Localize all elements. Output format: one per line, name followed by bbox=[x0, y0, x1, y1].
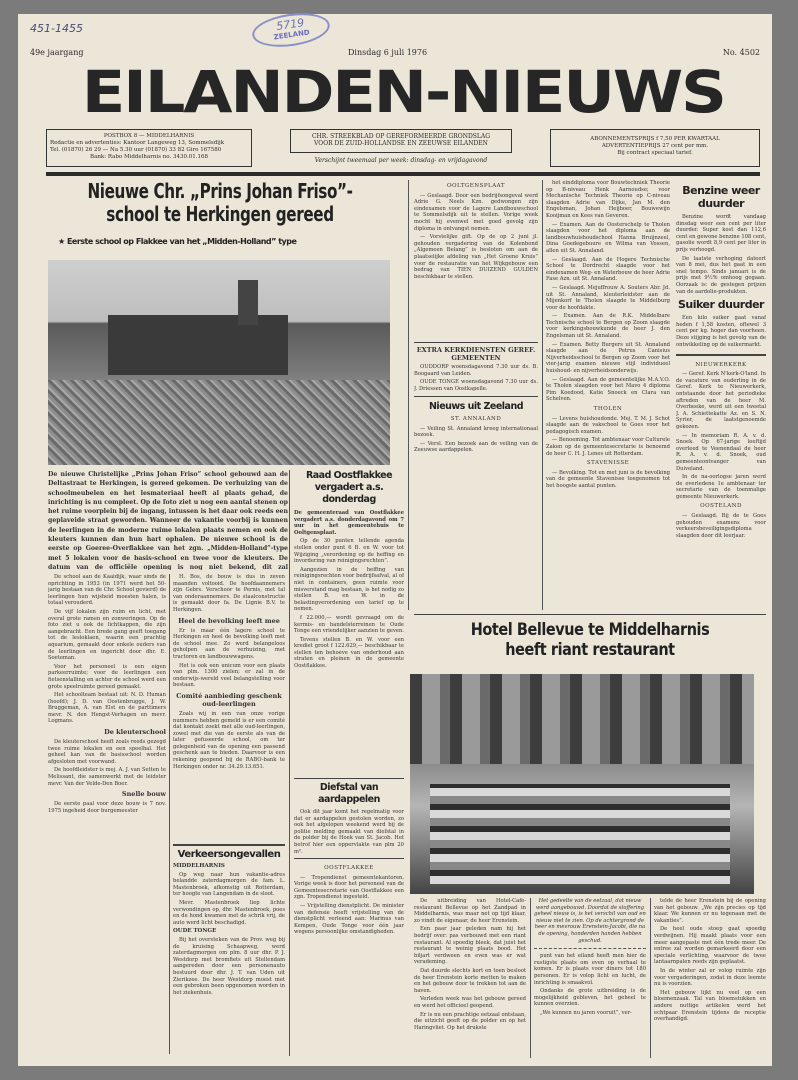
photo-caption: Het gedeelte van de eetzaal, dat nieuw werd aangebouwd. Doordat de stoffering geheel nieuw is, is het verschil van oud en nieuw niet te zien. Op de achtergrond de heer en mevrouw Erenstein-Jacobi, die na de opening, honderden handen hebben geschud. bbox=[534, 898, 646, 944]
paragraph: De hoofdleidster is mej. A. J. van Setten te Melissant, die samenwerkt met de leidster mevr. Van der Velde-Den Boer. bbox=[48, 767, 166, 787]
lead-column-1 bbox=[48, 574, 166, 1058]
column-divider bbox=[542, 180, 543, 610]
lead-headline-line: school te Herkingen gereed bbox=[106, 202, 334, 226]
column-divider bbox=[169, 574, 170, 1054]
paragraph: — Examen. Aan de Oosterschelp te Tholen slaagden voor het diploma aan de landbouwhuishoudschool Hanna Bruijnzeel, Dina Goedegebuure en Wilma van Vossen, allen uit St. Annaland. bbox=[546, 221, 670, 254]
paragraph: Voor het personeel is een eigen parkeerruimte; voor de leerlingen een fietsenstalling en achter de school werd een grote speelruimte gereed gemaakt. bbox=[48, 663, 166, 690]
hotel-column-1 bbox=[414, 898, 526, 1058]
paragraph: Benzine wordt vandaag dinsdag weer een cent per liter duurder. Super kost dan 112,6 cent en gewone benzine 108 cent, gasolie wordt 8,9 cent per liter in prijs verhoogd. bbox=[676, 214, 766, 253]
lead-caption: De nieuwe Christelijke „Prins Johan Friso” school gebouwd aan de Deltastraat te Herkingen, is gereed gekomen. De verhuizing van de schoolmeubelen en het lesmateriaal heeft al plaats gehad, de inrichting is nu compleet. Op de foto ziet u nog een aantal stenen op het ruime voorplein bij de ingang, intussen is het daar ook reeds een geplaveide straat geworden. Wanneer de vakantie voorbij is kunnen de leerlingen in de moderne ruime lokalen plaats nemen en ook de kleuters kunnen dan hun hart ophalen. De nieuwe school is de eerste op Goeree-Overflakkee van het zgn. „Midden-Holland”-type met 5 lokalen voor de basis-school en twee voor de kleuters. De datum van de officiële opening is nog niet bekend, dit zal bbox=[48, 471, 288, 570]
paragraph: — Veiling St. Annaland kreeg internationaal bezoek. bbox=[414, 425, 538, 439]
paragraph: De uitbreiding van Hotel-Café-restaurant Bellevue op het Zandpad in Middelharnis, was maar net op tijd klaar, zo vindt de eigenaar, de heer Erenstein. bbox=[414, 898, 526, 924]
handwritten-note: 451-1455 bbox=[30, 22, 83, 35]
archive-stamp bbox=[250, 9, 332, 52]
paragraph: In de winter zal er volop ruimte zijn voor vergaderingen, zodat in deze leemte nu is voorzien. bbox=[654, 967, 766, 988]
place-oostflakkee: OOSTFLAKKEE bbox=[324, 865, 374, 871]
subhead-comite: Comité aanbieding geschenk oud-leerlingen bbox=[176, 691, 282, 708]
paragraph: „We kunnen nu jaren vooruit”, ver- bbox=[540, 1009, 632, 1016]
paragraph: De vijf lokalen zijn ruim en licht, met overal grote ramen en zonweringen. Op de foto ziet u ook de lichtkappen, die zijn aangebracht. Een brede gang geeft toegang tot de lesloklaen, waarin een prachtig aquarium, gemaakt door enkele ouders van de leerlingen en ingericht door dhr. E. Soeteman. bbox=[48, 608, 166, 662]
paragraph: Het gebouw lijkt nu veel op een bloemenzaak. Tal van bloemstukken en andere nuttige artikelen werd het echtpaar Erenstein tijdens de receptie overhandigd. bbox=[654, 989, 766, 1023]
section-rule bbox=[414, 396, 538, 397]
issue-number: No. 4502 bbox=[722, 48, 760, 57]
place-oosteland: OOSTELAND bbox=[700, 503, 742, 510]
paragraph: Dat duurde slechts kort en toen besloot de heer Erenstein korte metten te maken en het gebouw door te trekken tot aan de haven. bbox=[414, 967, 526, 994]
paragraph: Op weg naar hun vakantie-adres belandde zaterdagmorgen de fam. L. Mastenbroek, afkomstig uit Rotterdam, ter hoogte van Langendam in de sloot. bbox=[173, 871, 285, 898]
paragraph: f 22.000,— wordt gevraagd om de kermis- en handelsterreinen te Oude Tonge een vriendelijker aanzien te geven. bbox=[294, 614, 404, 635]
subscription-box bbox=[550, 129, 760, 167]
place-oude-tonge: OUDE TONGE bbox=[173, 928, 217, 935]
sugar-headline: Suiker duurder bbox=[678, 298, 764, 312]
paragraph: — Geslaagd. Door een bedrijfsongeval werd Adrie G. Neels Kzn. gedwongen zijn eindexamen voor de Lagere Landbouwschool te Sommelsdijk uit te stellen. Vorige week mocht hij evenwel met goed gevolg zijn diploma in ontvangst nemen. bbox=[414, 192, 538, 232]
paragraph: — Vorstelijke gift. Op de op 2 juni jl. gehouden vergadering van de Kolenbond „Algemeen Belang” is besloten om aan de plaatselijke afdeling van „Het Groene Kruis” voor de restauratie van het Wijkgebouw een bedrag van TIEN DUIZEND GULDEN beschikbaar te stellen. bbox=[414, 234, 538, 280]
paragraph: — Geslaagd. Bij de te Goes gehouden examens voor verkeersbeveiligingsdiploma slaagden door dit leerjaar. bbox=[676, 513, 766, 539]
subscription-line: ABONNEMENTSPRIJS f 7,50 PER KWARTAAL bbox=[590, 136, 720, 142]
paragraph: Een kilo suiker gaat vanaf heden f 1,58 kosten, oftewel 3 cent per kg. hoger dan voorheen. Deze stijging is het gevolg van de ontwikkeling op de suikermarkt. bbox=[676, 315, 766, 348]
paragraph: — Bevolking. Tot en met juni is de bevolking van de gemeente Stavenisse toegenomen tot het hoogste aantal punten. bbox=[546, 469, 670, 489]
lead-subhead: ★ Eerste school op Flakkee van het „Midden-Holland” type bbox=[58, 237, 297, 246]
tagline-line: VOOR DE ZUID-HOLLANDSE EN ZEEUWSE EILANDEN bbox=[314, 140, 488, 147]
contact-box bbox=[46, 129, 252, 167]
subscription-line: ADVERTENTIEPRIJS 27 cent per mm. bbox=[601, 143, 709, 149]
contact-line: Tel. (01870) 26 29 — Na 5.30 uur (01870) 33 82 Giro 167580 bbox=[50, 147, 222, 153]
paragraph: Het is ook een unicum voor een plaats van plm. 1300 zielen; er zal in de onderwijs-wereld veel belangstelling voor bestaan. bbox=[173, 662, 285, 689]
tagline-line: CHR. STREEKBLAD OP GEREFORMEERDE GRONDSLAG bbox=[311, 133, 491, 140]
stamp-number: 5719 bbox=[275, 16, 306, 33]
place-st-annaland: ST. ANNALAND bbox=[450, 416, 502, 422]
paragraph: het einddiploma voor Bouwtechniek Theorie op B-niveau Henk Aarnoudse; voor Mechanische Techniek Theorie op C-niveau slaagden Adrie van Dijke, Jan M. den Engelsman, Johan Heijboer, Bouwewijn Kooijman en Kees van Geveren. bbox=[546, 180, 670, 219]
paragraph: Verleden week was het gebouw gereed en werd het officieel geopend. bbox=[414, 996, 526, 1009]
paragraph: Het schoolteam bestaat uit: N. D. Human (hoofd); J. D. van Oostenbrugge, J. W. Bruggeman, A. van Elst en de parttimers mevr. N. den Hengst-Verhagen en mevr. Logmans. bbox=[48, 692, 166, 725]
place-nieuwerkerk: NIEUWERKERK bbox=[695, 361, 747, 368]
hotel-headline-line: Hotel Bellevue te Middelharnis bbox=[470, 620, 710, 640]
paragraph: — Vrijstelling dienstplicht. De minister van defensie heeft vrijstelling van de dienstplicht verleend aan: Marinus van Kempen, Oude Tonge voor één jaar wegens persoonlijke omstandigheden. bbox=[294, 902, 404, 936]
paragraph: Op de 30 punten tellende agenda stellen onder punt 6 B. en W. voor tot Wijziging „verordening op de heffing en invordering van reinigingsrechten”. bbox=[294, 538, 404, 565]
section-rule bbox=[294, 858, 404, 859]
oostflakkee-article bbox=[294, 862, 404, 1057]
zeeland-news-article bbox=[414, 400, 538, 608]
subscription-line: Bij contract speciaal tarief. bbox=[617, 150, 693, 156]
column-divider bbox=[408, 180, 409, 610]
church-services-headline: EXTRA KERKDIENSTEN GEREF. GEMEENTEN bbox=[416, 346, 536, 362]
paragraph: In de na-oorlogse jaren werd de overledene 1e ambtenaar ter secretarie van de toenmalige gemeente Nieuwerkerk. bbox=[676, 474, 766, 500]
subhead-snelle-bouw: Snelle bouw bbox=[121, 790, 166, 799]
council-article bbox=[294, 470, 404, 774]
paragraph: Mevr. Mastenbroek liep lichte verwondingen op, dhr. Mastenbroek, poes en de hond kwamen met de schrik vrij, de auto werd licht beschadigd. bbox=[173, 899, 285, 926]
paragraph: Er is maar één lagere school te Herkingen en heel de bevolking leeft met de school mee. Zo werd belangeloos geholpen aan de verhuizing, met tractoren en landbouwwagens. bbox=[173, 627, 285, 660]
traffic-headline: Verkeersongevallen bbox=[177, 849, 281, 860]
hotel-headline bbox=[412, 620, 769, 660]
paragraph: Aangezien in de heffing van reinigingsrechten voor bedrijfsafval, al of niet in containers, geen ruimte voor misverstand mag bestaan, is het nodig zo stellen B. en W. in de belastingverordening een tarief op te nemen. bbox=[294, 566, 404, 613]
restaurant-tables bbox=[430, 784, 730, 884]
paragraph: OUDDORP woensdagavond 7.30 uur ds. B. Boogaard van Leiden. bbox=[414, 364, 538, 377]
paragraph: — Geslaagd. Aan de gemeentelijke M.A.V.O. te Tholen slaagden voor het Mavo 4 diploma Pim Koedood, Katie Snoeck en Clara van Schelven. bbox=[546, 376, 670, 403]
hotel-column-3 bbox=[654, 898, 766, 1058]
paragraph: De heel oude stoep gaat spoedig verdwijnen. Hij maakt plaats voor een meer aangepaste met één trede meer. De entree zal worden gemarkeerd door een speciale verlichting, waarvoor de twee lantaarnpalen reeds zijn geplaatst. bbox=[654, 926, 766, 966]
paragraph: Een paar jaar geleden nam hij het bedrijf over: pas verbouwd met een riant restaurant. Al spoedig bleek, dat juist het restaurant te weinig plaats bood. Het biljart verdween en even was er wat verademing. bbox=[414, 926, 526, 966]
paragraph: De eerste paal voor deze bouw is 7 nov. 1975 ingeheid door burgemeester bbox=[48, 801, 166, 814]
lead-column-2 bbox=[173, 574, 285, 840]
petrol-headline: Benzine weer duurder bbox=[682, 184, 760, 210]
paragraph: — In memoriam R. A. v. d. Snoek. Op 67-jarige leeftijd overleed te Veenendaal de heer R. A. v. d. Snoek, oud gemeenteontvanger van Duiveland. bbox=[676, 432, 766, 472]
stamp-text: ZEELAND bbox=[273, 28, 311, 42]
paragraph: De laatste verhoging dateert van 8 mei, dus het gaat in een snel tempo. Sinds januari is de prijs met 9½% omhoog gegaan. Oorzaak is: de gestegen prijzen van de aardolie-produkten. bbox=[676, 255, 766, 295]
lead-headline bbox=[41, 180, 398, 226]
caption-divider bbox=[534, 948, 646, 949]
contact-line: Bank: Rabo Middelharnis no. 3430.01.168 bbox=[90, 154, 208, 160]
section-rule bbox=[676, 354, 766, 356]
paragraph: — Levens huishoudonde. Mej. T. M. J. Schot slaagde aan de vakschool te Goes voor het pedagogisch examen. bbox=[546, 415, 670, 435]
paragraph: H. Bos, de bouw is dus in zeven maanden voltooid. De hoofdaannemers zijn Gebrs. Verschoor te Pernis, met tal van onderaannemers. De staalconstructie is gemaakt door fa. De Lignie B.V. te Herkingen. bbox=[173, 574, 285, 613]
paragraph: — Benoeming. Tot ambtenaar voor Culturele Zaken op de gemeentesecretarie is benoemd de heer C. H. J. Lenes uit Rotterdam. bbox=[546, 437, 670, 457]
subhead-bevolking: Heel de bevolking leeft mee bbox=[178, 616, 280, 625]
place-ooltgensplaat: OOLTGENSPLAAT bbox=[446, 183, 506, 189]
masthead-rule bbox=[46, 172, 760, 176]
zeeland-headline: Nieuws uit Zeeland bbox=[428, 401, 524, 412]
masthead-title: EILANDEN-NIEUWS bbox=[81, 58, 725, 126]
council-headline: Raad Oostflakkee vergadert a.s. donderdag bbox=[305, 470, 393, 505]
column-divider bbox=[650, 898, 651, 1058]
column-divider bbox=[289, 470, 290, 1056]
paragraph: — Geslaagd. Aan de Hogere Technische School te Dordrecht slaagde voor het eindexamen Weg- en Waterbouw de heer Adrie Fase Azn. uit St. Annaland. bbox=[546, 256, 670, 283]
traffic-accidents-article bbox=[173, 848, 285, 1056]
paragraph: Er is nu een prachtige eetzaal ontstaan, die uitzicht geeft op de polder en op het Haringvliet. Op het drukste bbox=[414, 1011, 526, 1031]
section-rule bbox=[173, 844, 285, 846]
place-tholen: THOLEN bbox=[593, 406, 623, 412]
paragraph: OUDE TONGE woensdagavond 7.30 uur ds. J. Driessen van Oostkapelle. bbox=[414, 379, 538, 392]
place-middelharnis: MIDDELHARNIS bbox=[173, 863, 225, 869]
paragraph: — Tropendienst gemeentekantoren. Vorige week is door het personeel van de Gemeentesecretarie van Oostflakkee een zgn. Tropendienst ingesteld. bbox=[294, 874, 404, 901]
place-stavenisse: STAVENISSE bbox=[586, 460, 630, 467]
section-rule bbox=[294, 778, 404, 779]
paragraph: Tevens stellen B. en W. voor een krediet groot f 122.629,— beschikbaar te stellen ten behoeve van onderhoud aan straten en pleinen in de gemeente Oostflakkee. bbox=[294, 636, 404, 670]
paragraph: De school aan de Kaaidijk, waar sinds de oprichting in 1953 (in 1971 werd het 50-jarig bestaan van de Chr. School gevierd) de leerlingen hun wijsheid moesten halen, is totaal verouderd. bbox=[48, 574, 166, 607]
hotel-headline-line: heeft riant restaurant bbox=[505, 640, 675, 660]
issue-date: Dinsdag 6 juli 1976 bbox=[348, 48, 428, 57]
paragraph: telde de heer Erenstein bij de opening van het gebouw. „We zijn precies op tijd klaar. We kunnen er nu tegenaan met de vakanties”. bbox=[654, 898, 766, 924]
column-divider bbox=[530, 898, 531, 1058]
paragraph: — Geref. Kerk N'kerk-O'land. In de vacature van ouderling in de Geref. Kerk te Nieuwerkerk, ontstaande door het periodieke aftreden van de heer M. Overbeeke, werd uit een tweetal J. A. Schiettekatte Az. en S. N. Syrier, de laatstgenoemde gekozen. bbox=[676, 371, 766, 430]
contact-line: Redactie en advertenties: Kantoor Langeweg 13, Sommelsdijk bbox=[50, 140, 225, 146]
paragraph: Ook dit jaar komt het regelmatig voor dat er aardappelen gestolen worden, zo ook het afgelopen weekend werd bij de politie melding gemaakt van diefstal in de polder bij de Hoek van St. Jacob. Het betrof hier een oppervlakte van plm 20 m². bbox=[294, 809, 404, 854]
theft-headline: Diefstal van aardappelen bbox=[318, 782, 380, 805]
publication-schedule: Verschijnt tweemaal per week: dinsdag- en vrijdagavond bbox=[314, 157, 488, 164]
section-rule bbox=[414, 342, 538, 343]
contact-line: POSTBOX 8 — MIDDELHARNIS bbox=[103, 133, 195, 139]
volume-label: 49e jaargang bbox=[30, 48, 84, 57]
paragraph: punt van het eiland heeft men hier de rustigste plaats om even op verhaal te komen. Er is plaats voor diners tot 180 personen. Er is volop licht en lucht, de inrichting is smaakvol. bbox=[534, 953, 646, 986]
council-intro: De gemeenteraad van Oostflakkee vergadert a.s. donderdagavond om 7 uur in het gemeentehuis te Ooltgensplaat. bbox=[294, 510, 404, 536]
right-column bbox=[676, 180, 766, 608]
paragraph: — Versl. Een bezoek aan de veiling van de Zeeuwse aardappelen. bbox=[414, 440, 538, 454]
school-tower bbox=[238, 280, 258, 325]
school-photo bbox=[48, 260, 390, 465]
theft-article bbox=[294, 782, 404, 854]
paragraph: Zoals wij in een van onze vorige nummers hebben gemeld is er een comité dat kontakt zoekt met alle oud-leerlingen, zowel met die van de eerste als van de later gefuseerde school, om ter gelegenheid van de opening een passend geschenk aan te bieden. Daarvoor is een rekening geopend bij de RABO-bank te Herkingen onder nr. 34.29.13.651. bbox=[173, 710, 285, 770]
tagline-box bbox=[290, 129, 512, 153]
lead-headline-line: Nieuwe Chr. „Prins Johan Friso”- bbox=[87, 179, 353, 203]
restaurant-photo bbox=[410, 674, 754, 894]
paragraph: — Geslaagd. Mejuffrouw A. Souters Abr. Jd. uit St. Annaland, kleuterleidster aan de Mijenkorf te Tholen slaagde te Middelburg voor de hoofdakte. bbox=[546, 284, 670, 311]
church-services-article bbox=[414, 346, 538, 394]
paragraph: Bij het oversteken van de Prov. weg bij de kruising Schaapweg, werd zaterdagmorgen om plm. 8 uur dhr. P. J. Westdorp met bromfiets uit Stellendam aangereden door een personenauto bestuurd door dhr. J. T. van Uden uit Zierikzee. De heer Westdorp moest met een gebroken been opgenomen worden in het ziekenhuis. bbox=[173, 936, 285, 996]
newspaper-page bbox=[18, 14, 772, 1066]
paragraph: De kleuterschool heeft zoals reeds gezegd twee ruime lokalen en een speelhal. Het geheel kan van de basisschool worden afgesloten met voorwand. bbox=[48, 739, 166, 765]
exam-results-column bbox=[546, 180, 670, 608]
paving-stones bbox=[48, 380, 390, 465]
paragraph: — Examen. Aan de R.K. Middelbare Technische school te Bergen op Zoom slaagde voor kerkingsbouwkunde de heer J. den Engelsman uit St. Annaland. bbox=[546, 313, 670, 340]
restaurant-windows bbox=[410, 674, 754, 764]
section-rule bbox=[414, 614, 766, 615]
school-building bbox=[108, 315, 288, 375]
subhead-kleuterschool: De kleuterschool bbox=[104, 728, 166, 737]
hotel-column-2 bbox=[534, 898, 646, 1058]
ooltgensplaat-article bbox=[414, 180, 538, 340]
paragraph: Ondanks de grote uitbreiding is de mogelijkheid gebleven, het geheel te kunnen overzien. bbox=[534, 988, 646, 1008]
paragraph: — Examen. Betty Burgers uit St. Annaland slaagde aan de Petrus Canisius Nijverheidsschool te Bergen op Zoom voor het vier-jarig examen nieuwe stijl individueel huishoud- en nijverheidsonderwijs. bbox=[546, 341, 670, 375]
masthead bbox=[46, 58, 760, 126]
